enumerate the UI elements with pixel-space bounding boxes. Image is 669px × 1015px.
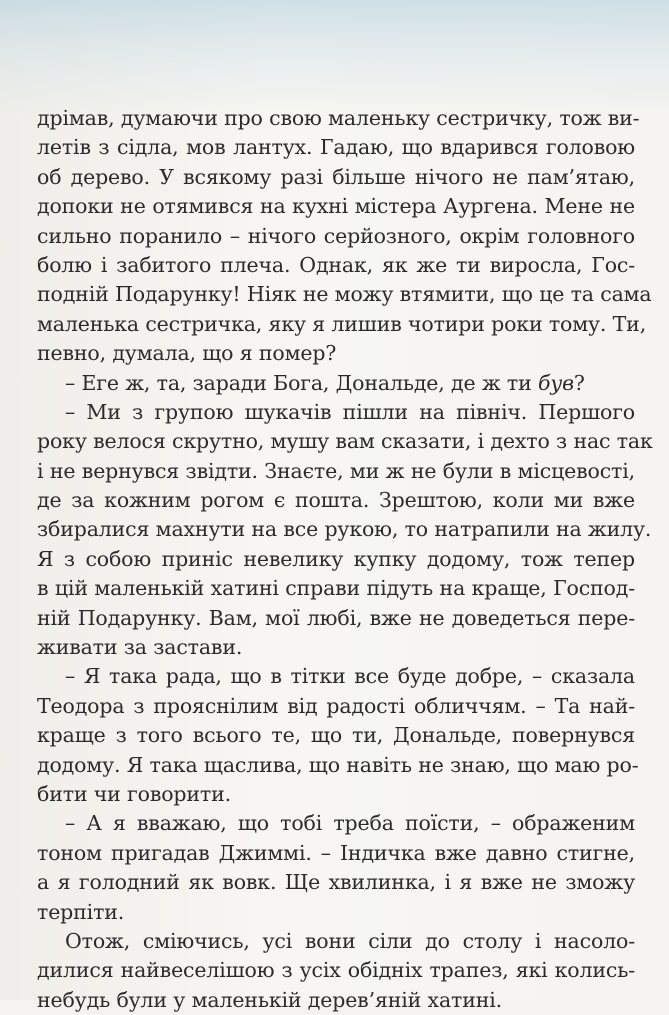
text-line: додому. Я така щаслива, що навіть не знаю, що маю ро- xyxy=(37,752,639,777)
text-line: Отож, сміючись, усі вони сіли до столу і насоло- xyxy=(65,928,635,953)
text-line: Теодора з прояснілим від радості обличчям. – Та най- xyxy=(37,693,635,718)
text-line: і не вернувся звідти. Знаєте, ми ж не були в місцевості, xyxy=(37,458,635,483)
dialogue-text: – Еге ж, та, заради Бога, Дональде, де ж ти xyxy=(65,370,538,395)
text-line: подній Подарунку! Ніяк не можу втямити, що це та сама xyxy=(37,282,652,307)
italic-word: був xyxy=(538,370,574,395)
text-line: – А я вважаю, що тобі треба поїсти, – ображеним xyxy=(65,811,635,836)
page-text xyxy=(37,104,653,1015)
text-line: допоки не отямився на кухні містера Аургена. Мене не xyxy=(37,194,635,219)
text-line: небудь були у маленькій дерев’яній хатині. xyxy=(37,987,503,1012)
text-line: Я з собою приніс невелику купку додому, тож тепер xyxy=(37,546,635,571)
text-line: збиралися махнути на все рукою, то натрапили на жилу. xyxy=(37,517,652,542)
text-line: року велося скрутно, мушу вам сказати, і дехто з нас так xyxy=(37,429,653,454)
text-line: певно, думала, що я помер? xyxy=(37,341,337,366)
text-line: маленька сестричка, яку я лишив чотири роки тому. Ти, xyxy=(37,311,647,336)
text-line: краще з того всього те, що ти, Дональде, повернувся xyxy=(37,723,635,748)
dialogue-line xyxy=(37,369,635,398)
text-line: – Я така рада, що в тітки все буде добре, – сказала xyxy=(65,664,635,689)
text-line: тоном пригадав Джиммі. – Індичка вже давно стигне, xyxy=(37,840,635,865)
text-line: сильно поранило – нічого серйозного, окрім головного xyxy=(37,223,635,248)
text-line: бити чи говорити. xyxy=(37,781,231,806)
text-line: де за кожним рогом є пошта. Зрештою, коли ми вже xyxy=(37,488,635,513)
text-line: дрімав, думаючи про свою маленьку сестричку, тож ви- xyxy=(37,106,640,130)
text-line: ній Подарунку. Вам, мої любі, вже не доведеться пере- xyxy=(37,605,635,630)
text-line: – Ми з групою шукачів пішли на північ. Першого xyxy=(65,399,635,424)
question-mark: ? xyxy=(573,370,585,395)
text-line: об дерево. У всякому разі більше нічого не пам’ятаю, xyxy=(37,164,635,189)
text-line: в цій маленькій хатині справи підуть на краще, Господ- xyxy=(37,576,635,601)
text-line: летів з сідла, мов лантух. Гадаю, що вдарився головою xyxy=(37,135,635,160)
text-line: терпіти. xyxy=(37,899,125,924)
text-line: дилися найвеселішою з усіх обідніх трапез, які колись- xyxy=(37,958,635,983)
text-line: живати за застави. xyxy=(37,635,243,660)
text-line: болю і забитого плеча. Однак, як же ти виросла, Гос- xyxy=(37,252,635,277)
text-line: а я голодний як вовк. Ще хвилинка, і я вже не зможу xyxy=(37,870,635,895)
